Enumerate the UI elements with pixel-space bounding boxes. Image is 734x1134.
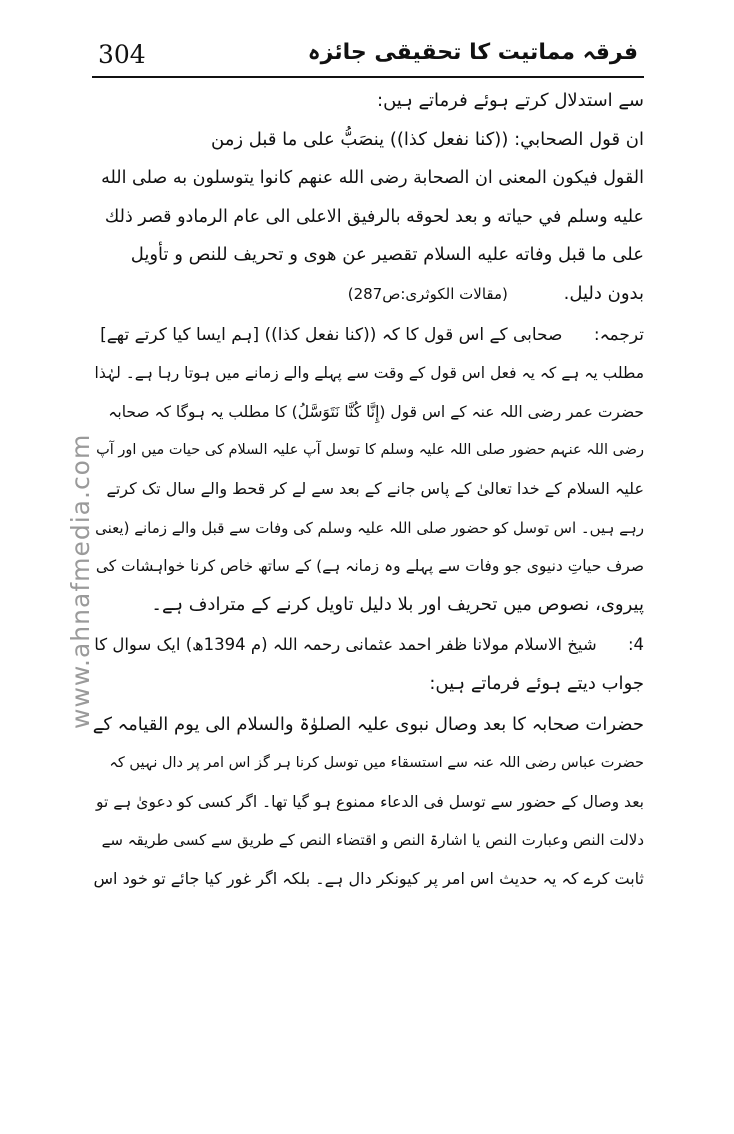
arabic-line: ان قول الصحابي: ((كنا نفعل كذا)) ينصَبُّ على ما قبل زمن: [211, 128, 644, 150]
translation-line: رضی اللہ عنہم حضور صلی اللہ علیہ وسلم کا توسل آپ علیہ السلام کی حیات میں اور آپ: [96, 442, 644, 459]
arabic-line: على ما قبل وفاته عليه السلام تقصير عن هوى و تحريف للنص و تأويل: [130, 244, 644, 266]
page-number: 304: [98, 40, 146, 69]
quote-line: حضرات صحابہ کا بعد وصال نبوی علیہ الصلوٰۃ والسلام الی یوم القیامہ کے: [92, 713, 644, 735]
translation-line: علیہ السلام کے خدا تعالیٰ کے پاس جانے کے بعد سے لے کر قحط والے سال تک کرتے: [106, 478, 644, 498]
citation: (مقالات الکوثری:ص287): [347, 284, 508, 303]
quote-line: حضرت عباس رضی اللہ عنہ سے استسقاء میں توسل کرنا ہر گز اس امر پر دال نہیں کہ: [109, 755, 644, 772]
header-rule: [92, 76, 644, 78]
translation-line: صحابی کے اس قول کا کہ ((كنا نفعل كذا)) [ہم ایسا کیا کرتے تھے]: [100, 324, 563, 345]
item-number: 4:: [627, 635, 644, 655]
quote-line: بعد وصال کے حضور سے توسل فی الدعاء ممنوع ہو گیا تھا۔ اگر کسی کو دعویٰ ہے تو: [95, 792, 644, 811]
translation-line: حضرت عمر رضی اللہ عنہ کے اس قول (إِنَّا كُنَّا نَتَوَسَّلُ) کا مطلب یہ ہوگا کہ صحابہ: [108, 402, 644, 421]
translation: [92, 316, 644, 625]
item-first-line: [92, 626, 644, 665]
item-line: جواب دیتے ہوئے فرماتے ہیں:: [429, 672, 644, 694]
translation-line: صرف حیاتِ دنیوی جو وفات سے پہلے وہ زمانہ ہے) کے ساتھ خاص کرنا خواہشات کی: [95, 557, 644, 576]
translation-line: پیروی، نصوص میں تحریف اور بلا دلیل تاویل کرنے کے مترادف ہے۔: [151, 593, 644, 615]
arabic-line: القول فيكون المعنى ان الصحابة رضى الله عنهم كانوا يتوسلون به صلى الله: [101, 168, 644, 189]
numbered-item: [92, 626, 644, 703]
watermark: www.ahnafmedia.com: [66, 433, 95, 729]
page-body: [92, 82, 644, 898]
arabic-line: بدون دليل.: [563, 282, 644, 304]
translation-first-line: [92, 316, 644, 355]
quote-line: دلالت النص وعبارت النص یا اشارۃ النص و اقتضاء النص کے طریق سے کسی طریقہ سے: [101, 831, 644, 850]
page-header: [92, 38, 644, 78]
arabic-last-line: [92, 275, 644, 314]
arabic-quote: [92, 121, 644, 314]
translation-label: ترجمہ:: [593, 324, 644, 345]
item-line: شیخ الاسلام مولانا ظفر احمد عثمانی رحمہ اللہ (م 1394ھ) ایک سوال کا: [94, 635, 597, 655]
running-title: فرقہ مماتیت کا تحقیقی جائزہ: [307, 40, 638, 65]
intro-line: سے استدلال کرتے ہوئے فرماتے ہیں:: [377, 90, 644, 111]
translation-line: مطلب یہ ہے کہ یہ فعل اس قول کے وقت سے پہلے والے زمانے میں ہوتا رہا ہے۔ لہٰذا: [94, 364, 644, 383]
quoted-answer: [92, 706, 644, 899]
quote-line: ثابت کرے کہ یہ حدیث اس امر پر کیونکر دال ہے۔ بلکہ اگر غور کیا جائے تو خود اس: [93, 868, 644, 888]
translation-line: رہے ہیں۔ اس توسل کو حضور صلی اللہ علیہ وسلم کی وفات سے قبل والے زمانے (یعنی: [95, 518, 644, 537]
arabic-line: عليه وسلم في حياته و بعد لحوقه بالرفيق الاعلى الى عام الرمادو قصر ذلك: [104, 206, 644, 227]
